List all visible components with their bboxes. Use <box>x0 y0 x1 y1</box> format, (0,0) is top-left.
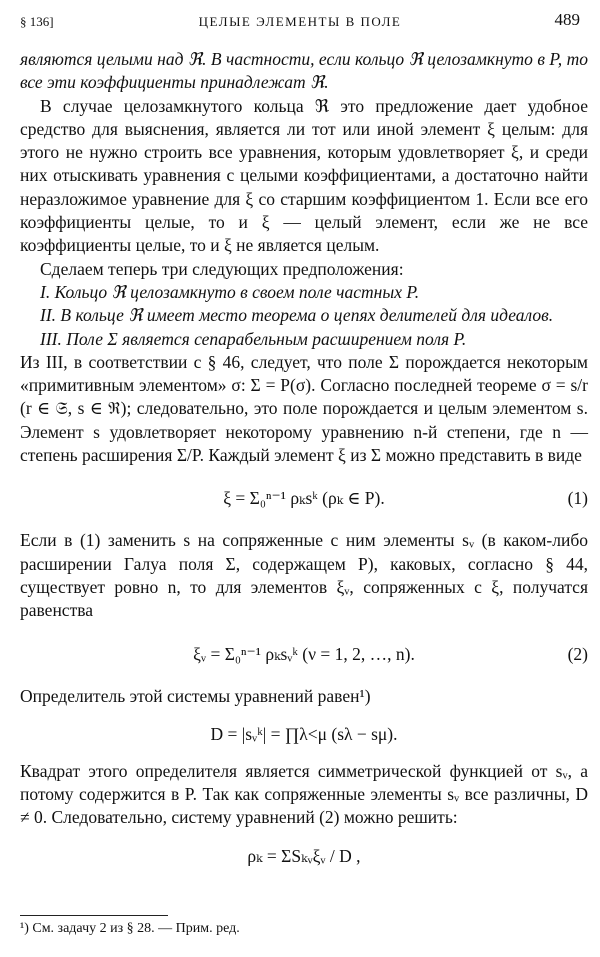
running-title: ЦЕЛЫЕ ЭЛЕМЕНТЫ В ПОЛЕ <box>198 14 402 29</box>
footnote-divider <box>20 915 168 916</box>
page-number: 489 <box>554 10 580 29</box>
page-body <box>20 48 588 882</box>
footnote: ¹) См. задачу 2 из § 28. — Прим. ред. <box>20 921 240 936</box>
equation-2-formula: ξᵥ = Σ₀ⁿ⁻¹ ρₖsᵥᵏ (ν = 1, 2, …, n). <box>193 643 415 664</box>
assumption-1: I. Кольцо ℜ целозамкнуто в своем поле частных P. <box>40 281 420 302</box>
paragraph-3: Сделаем теперь три следующих предположения: <box>40 258 404 279</box>
equation-1-formula: ξ = Σ₀ⁿ⁻¹ ρₖsᵏ (ρₖ ∈ P). <box>223 488 385 509</box>
paragraph-2: В случае целозамкнутого кольца ℜ это предложение дает удобное средство для выяснения, является ли тот или иной элемент ξ целым: для этого не нужно строить все уравнения, которым удовлетворяет ξ, и среди них отыскивать уравнения с целыми коэффициентами, а достаточно найти неразложимое уравнение для ξ со старшим коэффициентом 1. Если все его коэффициенты целые, то и ξ — целый элемент, если же не все коэффициенты целые, то и ξ не является целым. <box>20 95 588 256</box>
equation-3-formula: D = |sᵥᵏ| = ∏λ<μ (sλ − sμ). <box>210 723 398 744</box>
equation-2-number: (2) <box>567 643 588 664</box>
equation-4-formula: ρₖ = ΣSₖᵥξᵥ / D , <box>247 845 361 866</box>
equation-1 <box>20 467 588 529</box>
running-header <box>20 10 580 34</box>
assumption-2: II. В кольце ℜ имеет место теорема о цепях делителей для идеалов. <box>40 305 554 326</box>
section-ref: § 136] <box>20 14 54 29</box>
paragraph-1: являются целыми над ℜ. В частности, если кольцо ℜ целозамкнуто в P, то все эти коэффициенты принадлежат ℜ. <box>20 49 588 93</box>
paragraph-5: Если в (1) заменить s на сопряженные с ним элементы sᵥ (в каком-либо расширении Галуа поля Σ, содержащем P), каковых, согласно § 44, существует ровно n, то для элементов ξᵥ, сопряженных с ξ, получатся равенства <box>20 530 588 621</box>
equation-1-number: (1) <box>567 488 588 509</box>
paragraph-7: Квадрат этого определителя является симметрической функцией от sᵥ, а потому содержится в P. Так как сопряженные элементы sᵥ все различны, D ≠ 0. Следовательно, систему уравнений (2) можно решить: <box>20 760 588 828</box>
paragraph-4: Из III, в соответствии с § 46, следует, что поле Σ порождается некоторым «примитивным элементом» σ: Σ = P(σ). Согласно последней теореме σ = s/r (r ∈ 𝔖, s ∈ ℜ); следовательно, это поле порождается и целым элементом s. Элемент s удовлетворяет некоторому уравнению n-й степени, где n — степень расширения Σ/P. Каждый элемент ξ из Σ можно представить в виде <box>20 351 588 466</box>
equation-4 <box>20 830 588 882</box>
paragraph-6: Определитель этой системы уравнений равен¹) <box>20 685 371 706</box>
equation-2 <box>20 623 588 685</box>
equation-3 <box>20 708 588 760</box>
assumption-3: III. Поле Σ является сепарабельным расширением поля P. <box>40 328 467 349</box>
